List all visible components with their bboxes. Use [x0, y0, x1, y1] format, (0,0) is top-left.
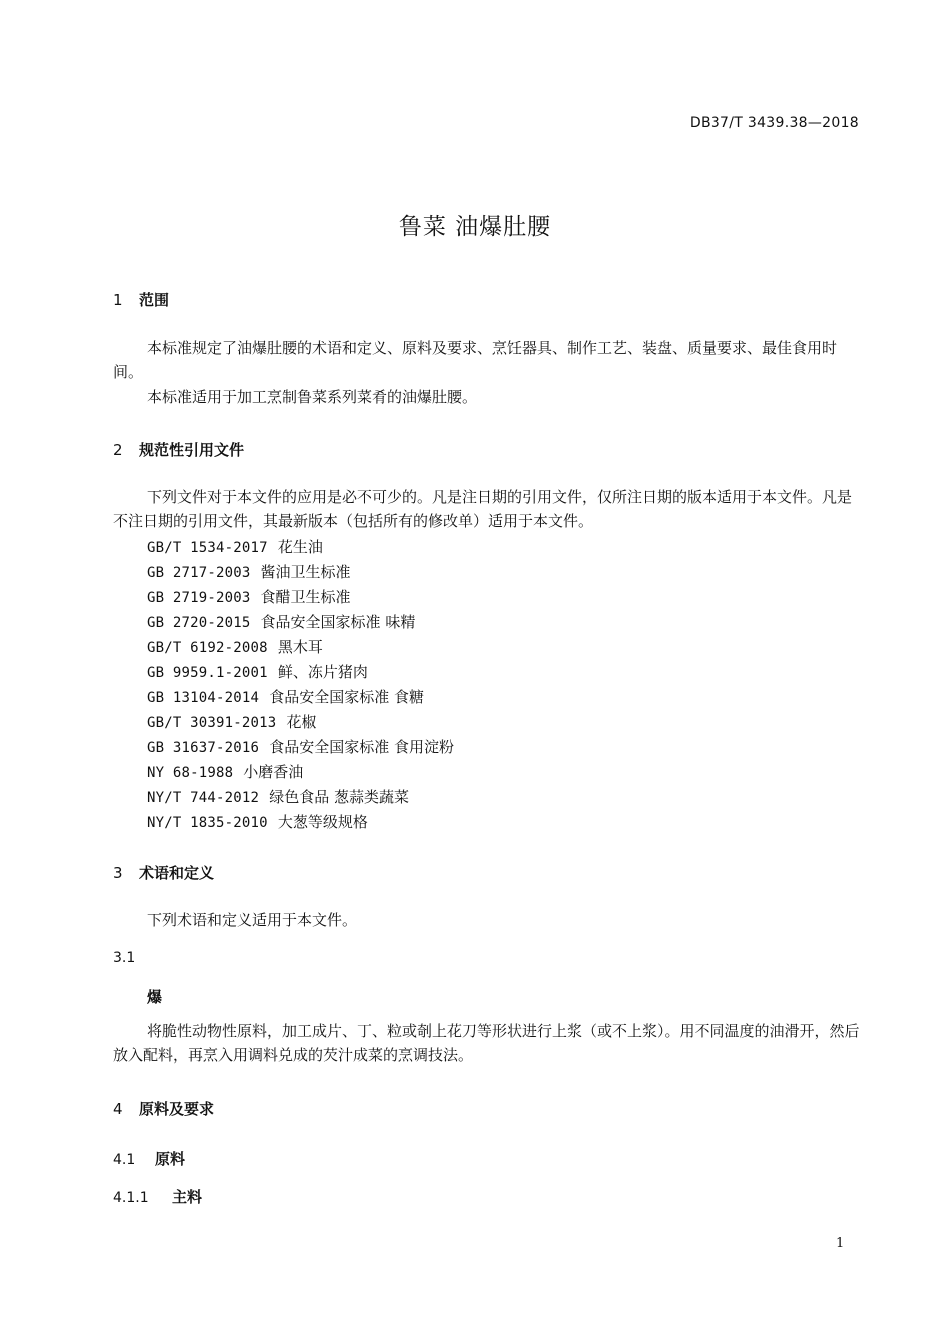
section-4-heading [113, 1098, 214, 1119]
document-title: 鲁菜 油爆肚腰 [398, 214, 552, 240]
section-2-title: 规范性引用文件 [139, 441, 245, 459]
subsection-4-1-1-number: 4.1.1 [113, 1190, 149, 1206]
reference-code: NY/T 1835-2010 [147, 815, 268, 831]
page-number: 1 [836, 1236, 845, 1251]
subsection-4-1-1-title: 主料 [172, 1188, 203, 1206]
reference-item [147, 661, 368, 682]
reference-item [147, 736, 454, 757]
term-title: 爆 [147, 988, 163, 1006]
reference-name: 食品安全国家标准 食糖 [269, 688, 424, 706]
reference-name: 食品安全国家标准 食用淀粉 [269, 738, 454, 756]
reference-item [147, 811, 368, 832]
section-1-title: 范围 [139, 291, 170, 309]
reference-item [147, 611, 415, 632]
reference-name: 小磨香油 [243, 763, 304, 781]
section-1-heading [113, 289, 169, 310]
document-code: DB37/T 3439.38—2018 [689, 115, 859, 131]
reference-item [147, 786, 409, 807]
reference-code: NY/T 744-2012 [147, 790, 260, 806]
section-2-intro: 下列文件对于本文件的应用是必不可少的。凡是注日期的引用文件，仅所注日期的版本适用于本文件。凡是不注日期的引用文件，其最新版本（包括所有的修改单）适用于本文件。 [113, 488, 853, 530]
reference-code: GB/T 1534-2017 [147, 540, 268, 556]
section-2-number: 2 [113, 441, 123, 459]
section-3-heading [113, 862, 214, 883]
section-3-number: 3 [113, 864, 123, 882]
subsection-4-1-1-heading [113, 1186, 202, 1207]
reference-code: NY 68-1988 [147, 765, 234, 781]
reference-name: 绿色食品 葱蒜类蔬菜 [269, 788, 409, 806]
reference-name: 食醋卫生标准 [260, 588, 351, 606]
section-3-title: 术语和定义 [139, 864, 215, 882]
reference-item [147, 536, 323, 557]
section-2-heading [113, 439, 244, 460]
reference-name: 花生油 [277, 538, 323, 556]
section-1-paragraph-1: 本标准规定了油爆肚腰的术语和定义、原料及要求、烹饪器具、制作工艺、装盘、质量要求、最佳食用时间。 [113, 339, 838, 381]
reference-name: 鲜、冻片猪肉 [277, 663, 368, 681]
reference-name: 花椒 [286, 713, 317, 731]
section-4-title: 原料及要求 [139, 1100, 215, 1118]
reference-code: GB 9959.1-2001 [147, 665, 268, 681]
term-definition: 将脆性动物性原料，加工成片、丁、粒或剞上花刀等形状进行上浆（或不上浆）。用不同温度的油滑开，然后放入配料，再烹入用调料兑成的芡汁成菜的烹调技法。 [113, 1022, 860, 1064]
reference-item [147, 686, 424, 707]
reference-code: GB 13104-2014 [147, 690, 260, 706]
reference-code: GB 2719-2003 [147, 590, 251, 606]
subsection-4-1-number: 4.1 [113, 1152, 136, 1168]
reference-item [147, 586, 351, 607]
reference-name: 大葱等级规格 [277, 813, 368, 831]
reference-item [147, 561, 351, 582]
reference-code: GB 2717-2003 [147, 565, 251, 581]
reference-item [147, 636, 323, 657]
reference-code: GB 2720-2015 [147, 615, 251, 631]
reference-item [147, 761, 303, 782]
subsection-4-1-heading [113, 1148, 185, 1169]
subsection-4-1-title: 原料 [155, 1150, 186, 1168]
reference-code: GB/T 30391-2013 [147, 715, 277, 731]
reference-code: GB/T 6192-2008 [147, 640, 268, 656]
reference-code: GB 31637-2016 [147, 740, 260, 756]
reference-name: 酱油卫生标准 [260, 563, 351, 581]
reference-name: 黑木耳 [277, 638, 323, 656]
reference-item [147, 711, 316, 732]
section-1-paragraph-2: 本标准适用于加工烹制鲁菜系列菜肴的油爆肚腰。 [147, 388, 478, 406]
reference-name: 食品安全国家标准 味精 [260, 613, 416, 631]
section-4-number: 4 [113, 1100, 123, 1118]
term-number: 3.1 [113, 950, 136, 966]
section-3-intro: 下列术语和定义适用于本文件。 [147, 911, 358, 929]
section-1-number: 1 [113, 291, 123, 309]
